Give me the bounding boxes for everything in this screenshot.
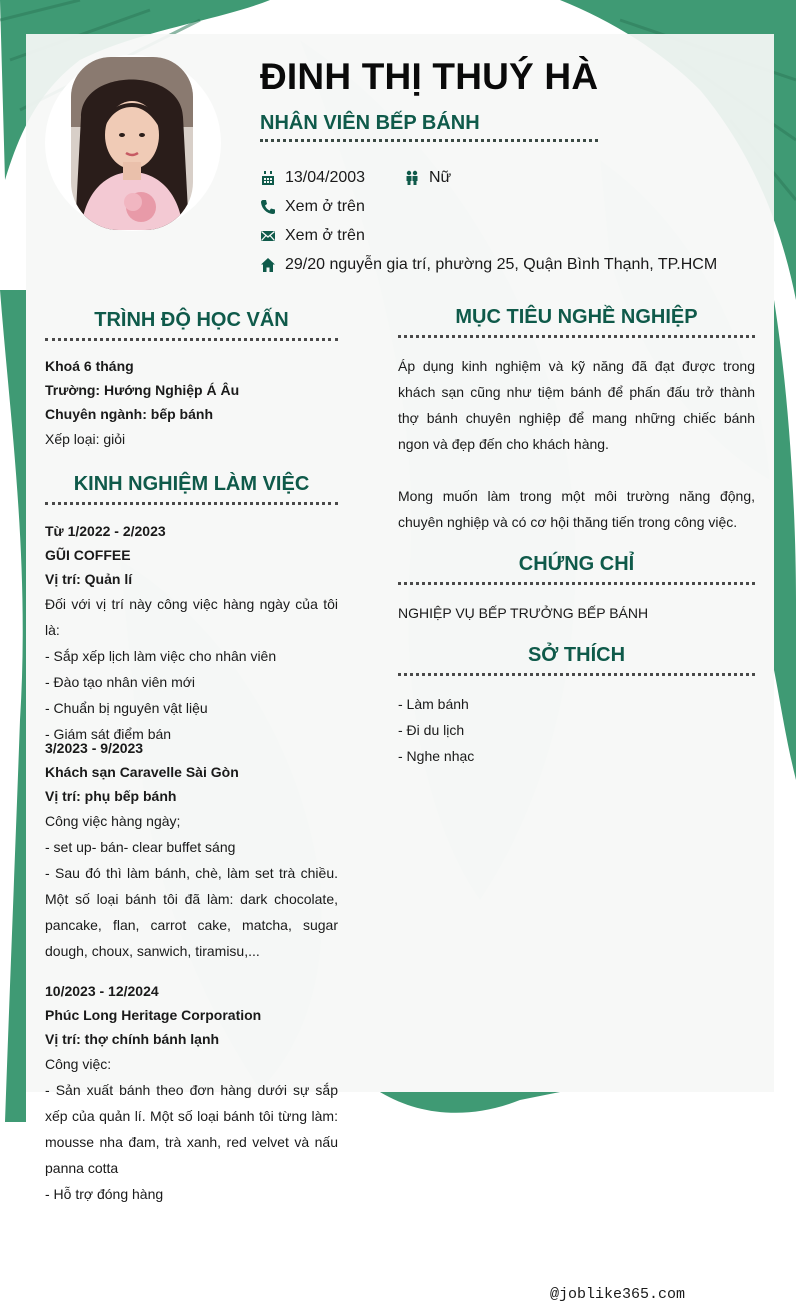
people-icon xyxy=(404,170,420,186)
education-block xyxy=(45,354,338,452)
avatar xyxy=(71,57,193,230)
job-period: 10/2023 - 12/2024 xyxy=(45,983,159,999)
phone-text: Xem ở trên xyxy=(285,198,365,215)
email-row xyxy=(260,225,365,247)
mail-icon xyxy=(260,228,276,244)
address-text: 29/20 nguyễn gia trí, phường 25, Quận Bình Thạnh, TP.HCM xyxy=(285,256,718,273)
job-position: Vị trí: thợ chính bánh lạnh xyxy=(45,1031,220,1047)
job-period: 3/2023 - 9/2023 xyxy=(45,740,144,756)
job-period: Từ 1/2022 - 2/2023 xyxy=(45,523,166,539)
job-line: - Sắp xếp lịch làm việc cho nhân viên xyxy=(45,648,277,664)
certificate-item: NGHIỆP VỤ BẾP TRƯỞNG BẾP BÁNH xyxy=(398,605,649,621)
experience-title: KINH NGHIỆM LÀM VIỆC xyxy=(45,473,338,505)
education-grade: Xếp loại: giỏi xyxy=(45,431,126,447)
education-title: TRÌNH ĐỘ HỌC VẤN xyxy=(45,309,338,341)
certificates-title: CHỨNG CHỈ xyxy=(398,553,755,585)
job-line: - Sau đó thì làm bánh, chè, làm set trà chiều. Một số loại bánh tôi đã làm: dark chocolate, pancake, flan, carrot cake, matcha, sugar dough, choux, sanwich, tiramisu,... xyxy=(45,865,338,959)
education-major: Chuyên ngành: bếp bánh xyxy=(45,406,213,422)
phone-row xyxy=(260,196,365,218)
address-row xyxy=(260,254,717,276)
education-school: Trường: Hướng Nghiệp Á Âu xyxy=(45,382,240,398)
objective-title: MỤC TIÊU NGHỀ NGHIỆP xyxy=(398,306,755,338)
education-course: Khoá 6 tháng xyxy=(45,358,134,374)
job-line: - Chuẩn bị nguyên vật liệu xyxy=(45,700,208,716)
job-line: - Đào tạo nhân viên mới xyxy=(45,674,196,690)
job-line: Đối với vị trí này công việc hàng ngày của tôi là: xyxy=(45,596,338,638)
gender-row xyxy=(404,167,451,189)
hobby-item: - Đi du lịch xyxy=(398,722,465,738)
job-title: NHÂN VIÊN BẾP BÁNH xyxy=(260,112,598,142)
job-position: Vị trí: Quản lí xyxy=(45,571,133,587)
job-company: Khách sạn Caravelle Sài Gòn xyxy=(45,764,239,780)
objective-paragraph-2: Mong muốn làm trong một môi trường năng động, chuyên nghiệp và có cơ hội thăng tiến trong công việc. xyxy=(398,488,755,530)
calendar-icon xyxy=(260,170,276,186)
job-line: - Hỗ trợ đóng hàng xyxy=(45,1186,164,1202)
birthdate-row xyxy=(260,167,365,189)
objective-spacer xyxy=(398,457,755,483)
candidate-name: ĐINH THỊ THUÝ HÀ xyxy=(260,56,599,97)
birthdate-text: 13/04/2003 xyxy=(285,169,366,186)
job-entry-3 xyxy=(45,979,338,1207)
email-text: Xem ở trên xyxy=(285,227,365,244)
hobby-item: - Làm bánh xyxy=(398,696,469,712)
hobby-item: - Nghe nhạc xyxy=(398,748,475,764)
job-line: - Sản xuất bánh theo đơn hàng dưới sự sắp xếp của quản lí. Một số loại bánh tôi từng làm: mousse nha đam, trà xanh, red velvet và nấu panna cotta xyxy=(45,1082,338,1176)
job-company: Phúc Long Heritage Corporation xyxy=(45,1007,262,1023)
certificates-block xyxy=(398,600,755,626)
hobbies-block xyxy=(398,691,755,769)
phone-icon xyxy=(260,199,276,215)
hobbies-title: SỞ THÍCH xyxy=(398,644,755,676)
objective-paragraph-1: Áp dụng kinh nghiệm và kỹ năng đã đạt được trong khách sạn cũng như tiệm bánh để phấn đấu trở thành thợ bánh chuyên nghiệp để mang những chiếc bánh ngon và đẹp đến cho khách hàng. xyxy=(398,358,755,452)
objective-block xyxy=(398,353,755,535)
gender-text: Nữ xyxy=(429,169,452,186)
job-line: - Giám sát điểm bán xyxy=(45,726,172,742)
job-entry-2 xyxy=(45,736,338,964)
job-company: GŨI COFFEE xyxy=(45,547,131,563)
home-icon xyxy=(260,257,276,273)
job-line: - set up- bán- clear buffet sáng xyxy=(45,839,236,855)
job-line: Công việc: xyxy=(45,1056,112,1072)
footer-credit: @joblike365.com xyxy=(550,1286,686,1303)
job-line: Công việc hàng ngày; xyxy=(45,813,181,829)
job-entry-1 xyxy=(45,519,338,747)
job-position: Vị trí: phụ bếp bánh xyxy=(45,788,177,804)
